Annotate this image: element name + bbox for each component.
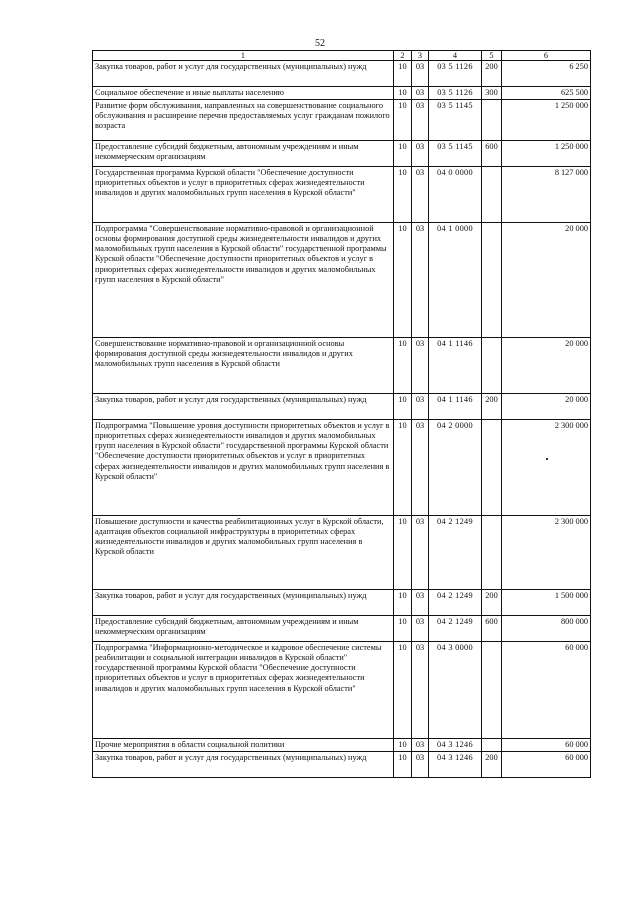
target-article-code: 03 5 1145 [429,100,482,141]
page-number: 52 [315,38,325,49]
budget-table [92,50,591,778]
amount: 20 000 [502,394,591,420]
expense-type-code [482,642,502,739]
column-header: 6 [502,51,591,61]
expense-type-code [482,516,502,590]
amount: 60 000 [502,752,591,778]
table-row [93,590,591,616]
row-name: Повышение доступности и качества реабилитационных услуг в Курской области, адаптация объектов социальной инфраструктуры в приоритетных сферах жизнедеятельности инвалидов и других маломобильных групп населения в Курской области [93,516,394,590]
expense-type-code [482,420,502,516]
table-row [93,223,591,338]
expense-type-code [482,739,502,752]
target-article-code: 03 5 1145 [429,141,482,167]
amount: 60 000 [502,739,591,752]
table-row [93,141,591,167]
section-code: 10 [394,141,412,167]
target-article-code: 04 3 1246 [429,739,482,752]
table-row [93,167,591,223]
amount: 800 000 [502,616,591,642]
expense-type-code: 200 [482,61,502,87]
table-row [93,752,591,778]
target-article-code: 04 2 1249 [429,590,482,616]
scan-speck [546,458,548,460]
amount: 20 000 [502,338,591,394]
target-article-code: 04 1 1146 [429,338,482,394]
table-row [93,394,591,420]
row-name: Прочие мероприятия в области социальной политики [93,739,394,752]
column-header: 4 [429,51,482,61]
table-row [93,420,591,516]
amount: 8 127 000 [502,167,591,223]
amount: 2 300 000 [502,420,591,516]
target-article-code: 04 0 0000 [429,167,482,223]
row-name: Социальное обеспечение и иные выплаты населению [93,87,394,100]
table-row [93,100,591,141]
subsection-code: 03 [412,516,429,590]
table-row [93,516,591,590]
section-code: 10 [394,420,412,516]
amount: 2 300 000 [502,516,591,590]
subsection-code: 03 [412,141,429,167]
row-name: Государственная программа Курской области "Обеспечение доступности приоритетных объектов и услуг в приоритетных сферах жизнедеятельности инвалидов и других маломобильных групп населения в Курской области" [93,167,394,223]
row-name: Предоставление субсидий бюджетным, автономным учреждениям и иным некоммерческим организациям [93,616,394,642]
subsection-code: 03 [412,167,429,223]
subsection-code: 03 [412,739,429,752]
subsection-code: 03 [412,61,429,87]
table-row [93,338,591,394]
section-code: 10 [394,338,412,394]
section-code: 10 [394,752,412,778]
subsection-code: 03 [412,420,429,516]
amount: 60 000 [502,642,591,739]
section-code: 10 [394,167,412,223]
expense-type-code: 200 [482,752,502,778]
amount: 1 250 000 [502,100,591,141]
amount: 6 250 [502,61,591,87]
amount: 625 500 [502,87,591,100]
expense-type-code: 300 [482,87,502,100]
expense-type-code [482,338,502,394]
row-name: Предоставление субсидий бюджетным, автономным учреждениям и иным некоммерческим организациям [93,141,394,167]
target-article-code: 04 1 1146 [429,394,482,420]
amount: 20 000 [502,223,591,338]
table-row [93,87,591,100]
table-row [93,642,591,739]
table-row [93,61,591,87]
target-article-code: 04 3 1246 [429,752,482,778]
row-name: Подпрограмма "Информационно-методическое и кадровое обеспечение системы реабилитации и социальной интеграции инвалидов в Курской области" государственной программы Курской области "Обеспечение доступности приоритетных объектов и услуг в приоритетных сферах жизнедеятельности инвалидов и других маломобильных групп населения в Курской области" [93,642,394,739]
target-article-code: 04 2 0000 [429,420,482,516]
row-name: Закупка товаров, работ и услуг для государственных (муниципальных) нужд [93,394,394,420]
section-code: 10 [394,616,412,642]
subsection-code: 03 [412,752,429,778]
expense-type-code: 600 [482,141,502,167]
expense-type-code [482,223,502,338]
table-row [93,739,591,752]
subsection-code: 03 [412,642,429,739]
row-name: Подпрограмма "Повышение уровня доступности приоритетных объектов и услуг в приоритетных сферах жизнедеятельности инвалидов и других маломобильных групп населения в Курской области" государственной программы Курской области "Обеспечение доступности приоритетных объектов и услуг в приоритетных сферах жизнедеятельности инвалидов и других маломобильных групп населения в Курской области" [93,420,394,516]
target-article-code: 03 5 1126 [429,61,482,87]
subsection-code: 03 [412,100,429,141]
subsection-code: 03 [412,223,429,338]
target-article-code: 03 5 1126 [429,87,482,100]
amount: 1 250 000 [502,141,591,167]
section-code: 10 [394,223,412,338]
row-name: Совершенствование нормативно-правовой и организационной основы формирования доступной среды жизнедеятельности инвалидов и других маломобильных групп населения в Курской области [93,338,394,394]
subsection-code: 03 [412,590,429,616]
column-header: 3 [412,51,429,61]
subsection-code: 03 [412,616,429,642]
row-name: Закупка товаров, работ и услуг для государственных (муниципальных) нужд [93,752,394,778]
section-code: 10 [394,739,412,752]
target-article-code: 04 3 0000 [429,642,482,739]
subsection-code: 03 [412,87,429,100]
section-code: 10 [394,100,412,141]
expense-type-code: 200 [482,590,502,616]
row-name: Закупка товаров, работ и услуг для государственных (муниципальных) нужд [93,590,394,616]
section-code: 10 [394,590,412,616]
column-number-row [93,51,591,61]
column-header: 2 [394,51,412,61]
target-article-code: 04 2 1249 [429,616,482,642]
target-article-code: 04 1 0000 [429,223,482,338]
section-code: 10 [394,642,412,739]
subsection-code: 03 [412,394,429,420]
expense-type-code: 200 [482,394,502,420]
row-name: Подпрограмма "Совершенствование нормативно-правовой и организационной основы формирования доступной среды жизнедеятельности инвалидов и других маломобильных групп населения в Курской области" государственной программы Курской области "Обеспечение доступности приоритетных объектов и услуг в приоритетных сферах жизнедеятельности инвалидов и других маломобильных групп населения в Курской области" [93,223,394,338]
amount: 1 500 000 [502,590,591,616]
row-name: Закупка товаров, работ и услуг для государственных (муниципальных) нужд [93,61,394,87]
table-row [93,616,591,642]
subsection-code: 03 [412,338,429,394]
section-code: 10 [394,61,412,87]
column-header: 5 [482,51,502,61]
expense-type-code [482,100,502,141]
target-article-code: 04 2 1249 [429,516,482,590]
section-code: 10 [394,87,412,100]
column-header: 1 [93,51,394,61]
expense-type-code: 600 [482,616,502,642]
expense-type-code [482,167,502,223]
section-code: 10 [394,516,412,590]
section-code: 10 [394,394,412,420]
row-name: Развитие форм обслуживания, направленных на совершенствование социального обслуживания и расширение перечня предоставляемых услуг гражданам пожилого возраста [93,100,394,141]
